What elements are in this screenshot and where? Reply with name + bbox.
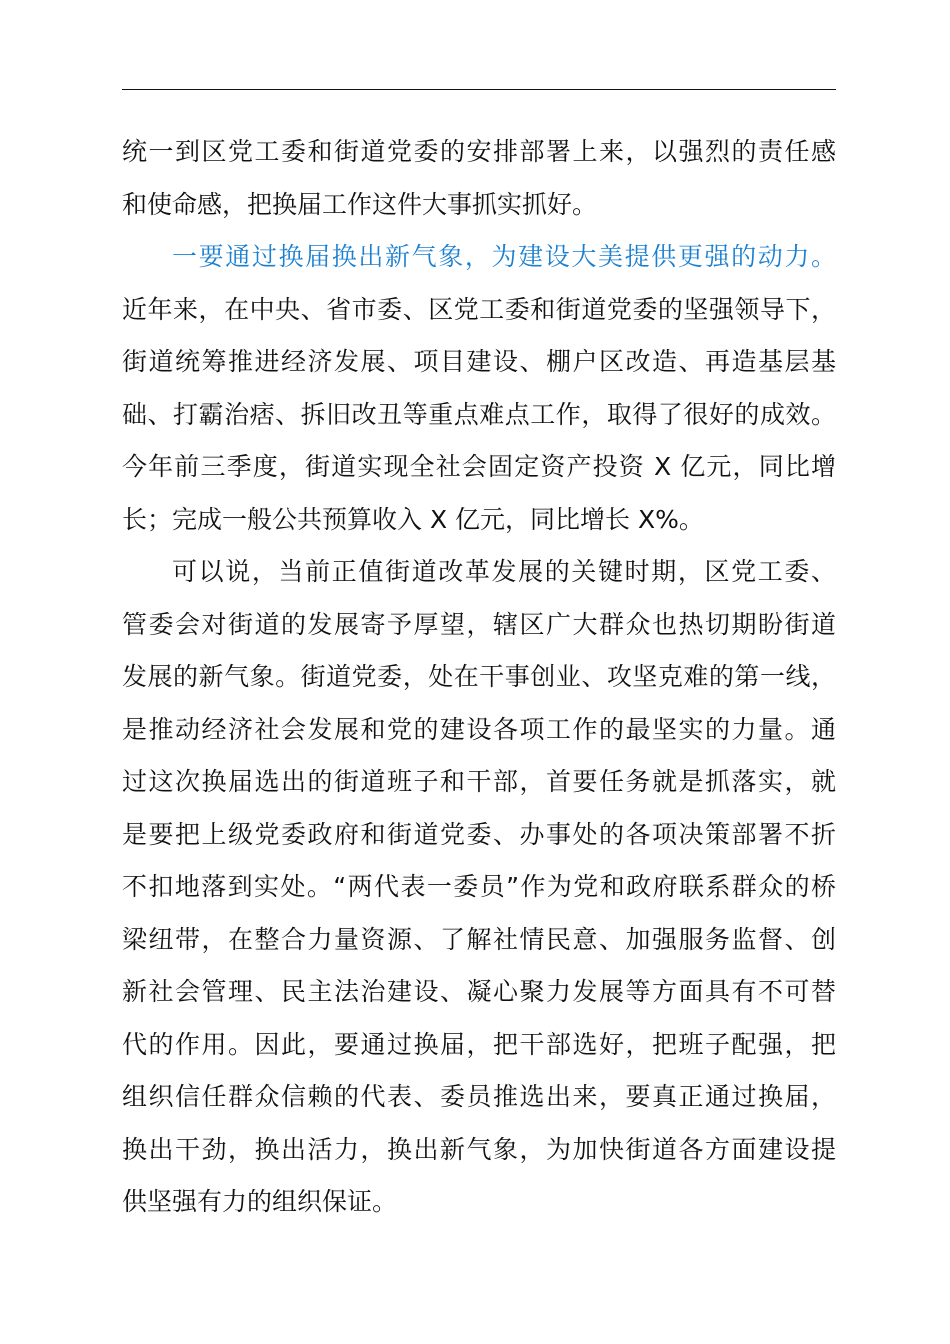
paragraph-line: 和使命感，把换届工作这件大事抓实抓好。 [122,189,598,219]
paragraph-line: 供坚强有力的组织保证。 [122,1187,398,1216]
paragraph-line: 今年前三季度，街道实现全社会固定资产投资 X 亿元，同比增 [122,452,836,481]
paragraph-line: 是要把上级党委政府和街道党委、办事处的各项决策部署不折 [122,819,836,849]
paragraph-line: 不扣地落到实处。“两代表一委员”作为党和政府联系群众的桥 [122,872,836,901]
paragraph-line: 是推动经济社会发展和党的建设各项工作的最坚实的力量。通 [122,714,836,744]
paragraph-line: 管委会对街道的发展寄予厚望，辖区广大群众也热切期盼街道 [122,609,836,639]
paragraph-line: 发展的新气象。街道党委，处在干事创业、攻坚克难的第一线， [122,662,836,691]
paragraph-line: 过这次换届选出的街道班子和干部，首要任务就是抓落实，就 [122,767,836,796]
header-rule [122,89,836,90]
paragraph-line: 代的作用。因此，要通过换届，把干部选好，把班子配强，把 [122,1029,836,1059]
paragraph-line: 新社会管理、民主法治建设、凝心聚力发展等方面具有不可替 [122,977,836,1006]
paragraph-line: 统一到区党工委和街道党委的安排部署上来，以强烈的责任感 [122,137,836,166]
paragraph-line: 街道统筹推进经济发展、项目建设、棚户区改造、再造基层基 [122,347,836,376]
paragraph-line: 梁纽带，在整合力量资源、了解社情民意、加强服务监督、创 [122,924,836,954]
paragraph-line: 础、打霸治痞、拆旧改丑等重点难点工作，取得了很好的成效。 [122,399,836,429]
paragraph-line: 换出干劲，换出活力，换出新气象，为加快街道各方面建设提 [122,1134,836,1164]
paragraph-line: 近年来，在中央、省市委、区党工委和街道党委的坚强领导下， [122,294,836,324]
paragraph-line: 长；完成一般公共预算收入 X 亿元，同比增长 X%。 [122,504,704,534]
paragraph-line: 组织信任群众信赖的代表、委员推选出来，要真正通过换届， [122,1082,836,1111]
body-text [122,126,836,1229]
section-heading: 一要通过换届换出新气象，为建设大美提供更强的动力。 [172,242,836,271]
paragraph-line: 可以说，当前正值街道改革发展的关键时期，区党工委、 [172,557,836,586]
